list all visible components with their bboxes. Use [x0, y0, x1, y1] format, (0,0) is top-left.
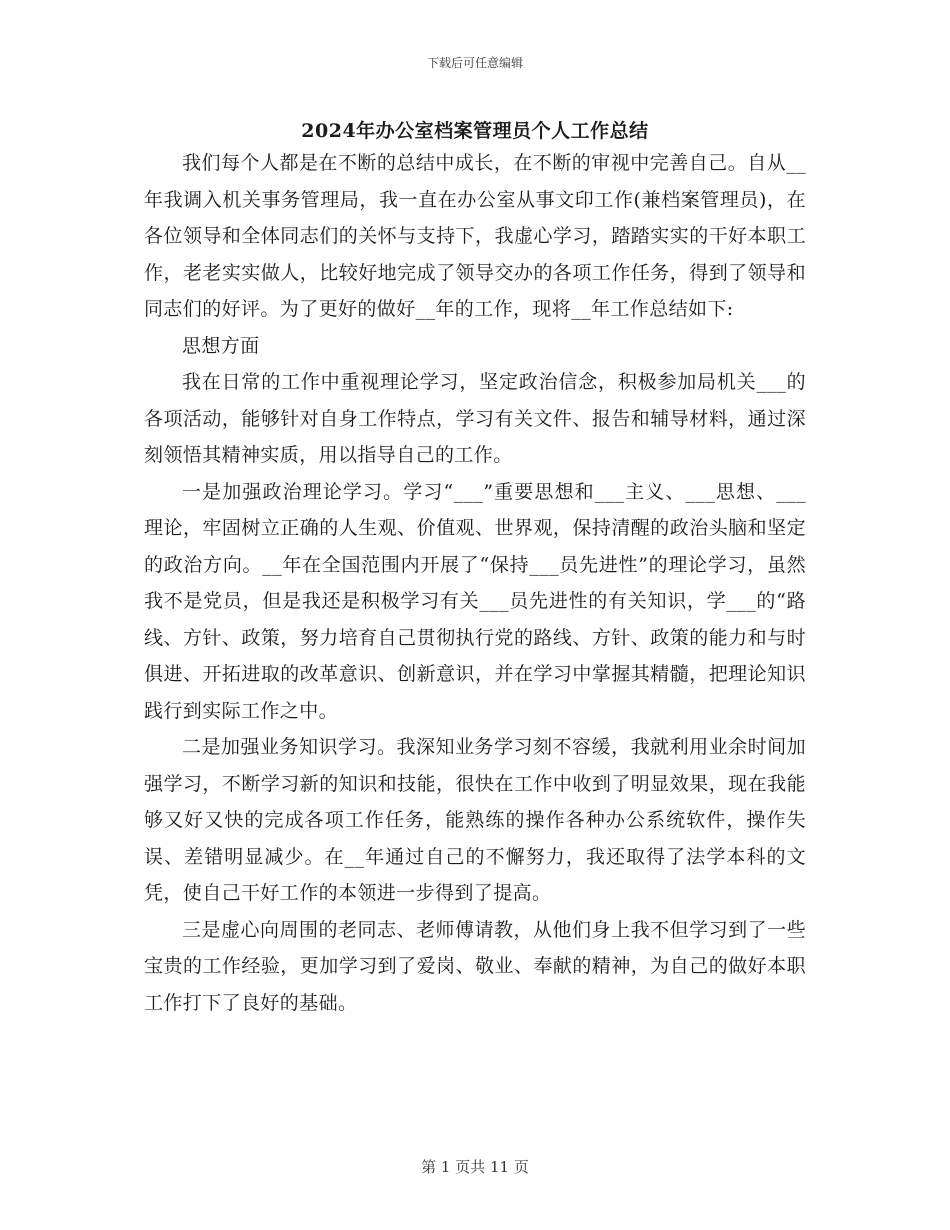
section-heading-thought: 思想方面	[182, 334, 260, 357]
page-footer-number: 第 1 页共 11 页	[421, 1158, 529, 1176]
paragraph-learning-from-colleagues: 三是虚心向周围的老同志、老师傅请教，从他们身上我不但学习到了一些宝贵的工作经验，更加学习到了爱岗、敬业、奉献的精神，为自己的做好本职工作打下了良好的基础。	[144, 918, 806, 1014]
paragraph-business-study: 二是加强业务知识学习。我深知业务学习刻不容缓，我就利用业余时间加强学习，不断学习新的知识和技能，很快在工作中收到了明显效果，现在我能够又好又快的完成各项工作任务，能熟练的操作各种办公系统软件，操作失误、差错明显减少。在__年通过自己的不懈努力，我还取得了法学本科的文凭，使自己干好工作的本领进一步得到了提高。	[144, 736, 806, 904]
paragraph-political-study: 一是加强政治理论学习。学习“___”重要思想和___主义、___思想、___理论，牢固树立正确的人生观、价值观、世界观，保持清醒的政治头脑和坚定的政治方向。__年在全国范围内开展了“保持___员先进性”的理论学习，虽然我不是党员，但是我还是积极学习有关___员先进性的有关知识，学___的“路线、方针、政策，努力培育自己贯彻执行党的路线、方针、政策的能力和与时俱进、开拓进取的改革意识、创新意识，并在学习中掌握其精髓，把理论知识践行到实际工作之中。	[144, 480, 806, 722]
paragraph-intro: 我们每个人都是在不断的总结中成长，在不断的审视中完善自己。自从__年我调入机关事务管理局，我一直在办公室从事文印工作(兼档案管理员)，在各位领导和全体同志们的关怀与支持下，我虚心学习，踏踏实实的干好本职工作，老老实实做人，比较好地完成了领导交办的各项工作任务，得到了领导和同志们的好评。为了更好的做好__年的工作，现将__年工作总结如下:	[144, 152, 806, 320]
document-body	[144, 145, 806, 1021]
paragraph-thought: 我在日常的工作中重视理论学习，坚定政治信念，积极参加局机关___的各项活动，能够针对自身工作特点，学习有关文件、报告和辅导材料，通过深刻领悟其精神实质，用以指导自己的工作。	[144, 371, 806, 466]
page-header-note: 下载后可任意编辑	[426, 56, 523, 70]
document-title: 2024年办公室档案管理员个人工作总结	[301, 120, 649, 142]
